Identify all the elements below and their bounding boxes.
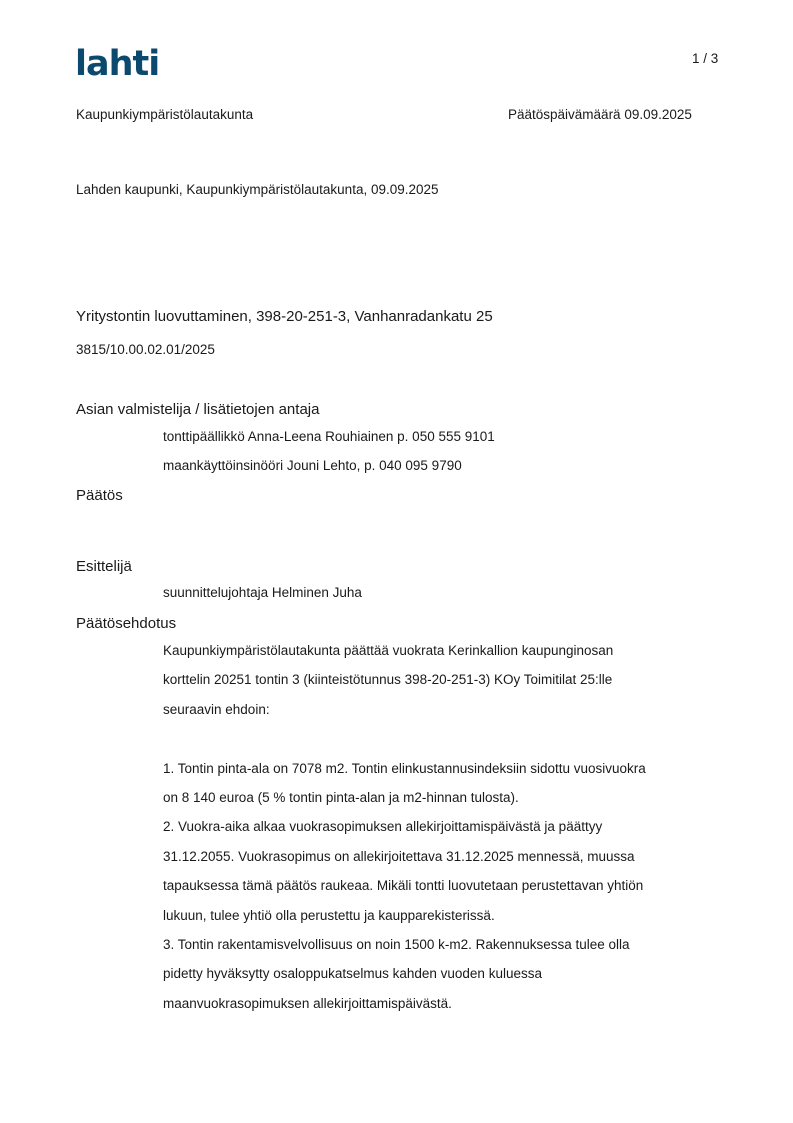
meeting-line: Lahden kaupunki, Kaupunkiympäristölautakunta, 09.09.2025	[76, 182, 439, 197]
decision-heading: Päätös	[76, 487, 123, 504]
proposal-line: korttelin 20251 tontin 3 (kiinteistötunnus 398-20-251-3) KOy Toimitilat 25:lle	[163, 672, 613, 688]
proposal-line: 31.12.2055. Vuokrasopimus on allekirjoitettava 31.12.2025 mennessä, muussa	[163, 848, 635, 864]
proposal-line: tapauksessa tämä päätös raukeaa. Mikäli tontti luovutetaan perustettavan yhtiön	[163, 878, 644, 894]
decision-date: Päätöspäivämäärä 09.09.2025	[508, 107, 692, 122]
presenter-name: suunnittelujohtaja Helminen Juha	[163, 585, 362, 600]
case-number: 3815/10.00.02.01/2025	[76, 342, 215, 357]
proposal-line: lukuun, tulee yhtiö olla perustettu ja kaupparekisterissä.	[163, 907, 495, 923]
proposal-heading: Päätösehdotus	[76, 615, 177, 632]
preparer-line: maankäyttöinsinööri Jouni Lehto, p. 040 095 9790	[163, 458, 462, 473]
proposal-line	[163, 724, 646, 753]
proposal-line: 3. Tontin rakentamisvelvollisuus on noin 1500 k-m2. Rakennuksessa tulee olla	[163, 937, 630, 953]
proposal-body	[163, 636, 646, 1018]
proposal-line: maanvuokrasopimuksen allekirjoittamispäivästä.	[163, 995, 452, 1011]
proposal-line: on 8 140 euroa (5 % tontin pinta-alan ja m2-hinnan tulosta).	[163, 790, 519, 806]
presenter-heading: Esittelijä	[76, 558, 132, 575]
document-title: Yritystontin luovuttaminen, 398-20-251-3, Vanhanradankatu 25	[76, 308, 493, 325]
preparer-line: tonttipäällikkö Anna-Leena Rouhiainen p. 050 555 9101	[163, 429, 495, 444]
proposal-line: 2. Vuokra-aika alkaa vuokrasopimuksen allekirjoittamispäivästä ja päättyy	[163, 819, 603, 835]
proposal-line: pidetty hyväksytty osaloppukatselmus kahden vuoden kuluessa	[163, 966, 542, 982]
lahti-logo: lahti	[75, 44, 160, 84]
proposal-line: 1. Tontin pinta-ala on 7078 m2. Tontin elinkustannusindeksiin sidottu vuosivuokra	[163, 760, 646, 776]
committee-name: Kaupunkiympäristölautakunta	[76, 107, 254, 122]
proposal-line: seuraavin ehdoin:	[163, 701, 270, 717]
preparer-heading: Asian valmistelija / lisätietojen antaja	[76, 401, 320, 418]
proposal-line: Kaupunkiympäristölautakunta päättää vuokrata Kerinkallion kaupunginosan	[163, 643, 614, 658]
page-number: 1 / 3	[692, 51, 719, 66]
